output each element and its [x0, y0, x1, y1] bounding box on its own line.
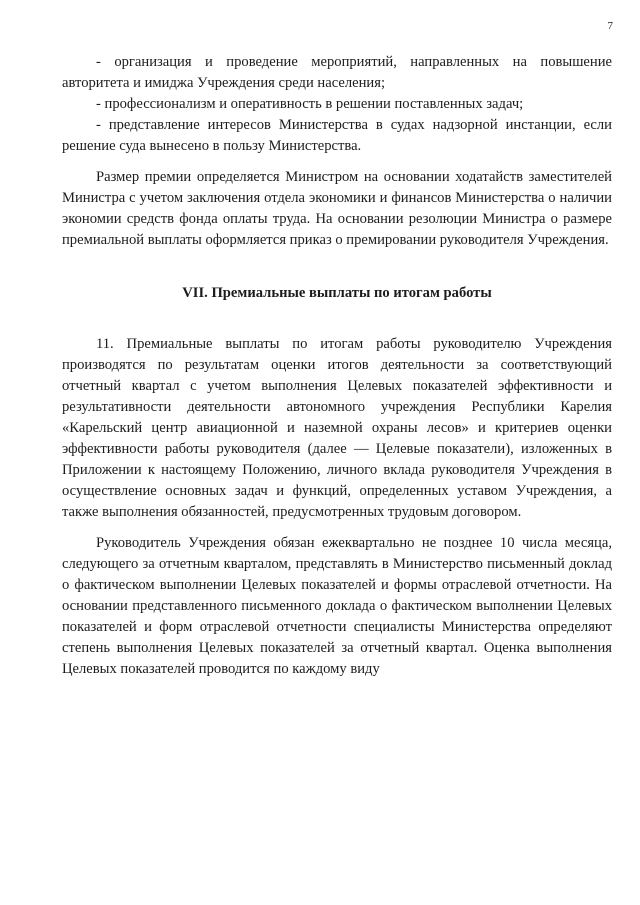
document-body [62, 52, 612, 680]
list-item: - профессионализм и оперативность в решении поставленных задач; [96, 96, 524, 112]
paragraph: Руководитель Учреждения обязан ежеквартально не позднее 10 числа месяца, следующего за отчетным кварталом, представлять в Министерство письменный доклад о фактическом выполнении Целевых показателей и формы отраслевой отчетности. На основании представленного письменного доклада о фактическом выполнении Целевых показателей и форм отраслевой отчетности специалисты Министерства определяют степень выполнения Целевых показателей за отчетный квартал. Оценка выполнения Целевых показателей проводится по каждому виду [62, 535, 612, 677]
list-item: - организация и проведение мероприятий, направленных на повышение авторитета и имиджа Учреждения среди населения; [62, 54, 612, 91]
paragraph: 11. Премиальные выплаты по итогам работы руководителю Учреждения производятся по результатам оценки итогов деятельности за соответствующий отчетный квартал с учетом выполнения Целевых показателей эффективности и результативности деятельности автономного учреждения Республики Карелия «Карельский центр авиационной и наземной охраны лесов» и критериев оценки эффективности работы руководителя (далее — Целевые показатели), изложенных в Приложении к настоящему Положению, личного вклада руководителя Учреждения в осуществление основных задач и функций, определенных уставом Учреждения, а также выполнения обязанностей, предусмотренных трудовым договором. [62, 336, 612, 520]
list-item: - представление интересов Министерства в судах надзорной инстанции, если решение суда вынесено в пользу Министерства. [62, 117, 612, 154]
paragraph: Размер премии определяется Министром на основании ходатайств заместителей Министра с учетом заключения отдела экономики и финансов Министерства о наличии экономии средств фонда оплаты труда. На основании резолюции Министра о размере премиальной выплаты оформляется приказ о премировании руководителя Учреждения. [62, 169, 612, 248]
page-number: 7 [607, 20, 613, 32]
section-title: VII. Премиальные выплаты по итогам работы [182, 285, 492, 301]
